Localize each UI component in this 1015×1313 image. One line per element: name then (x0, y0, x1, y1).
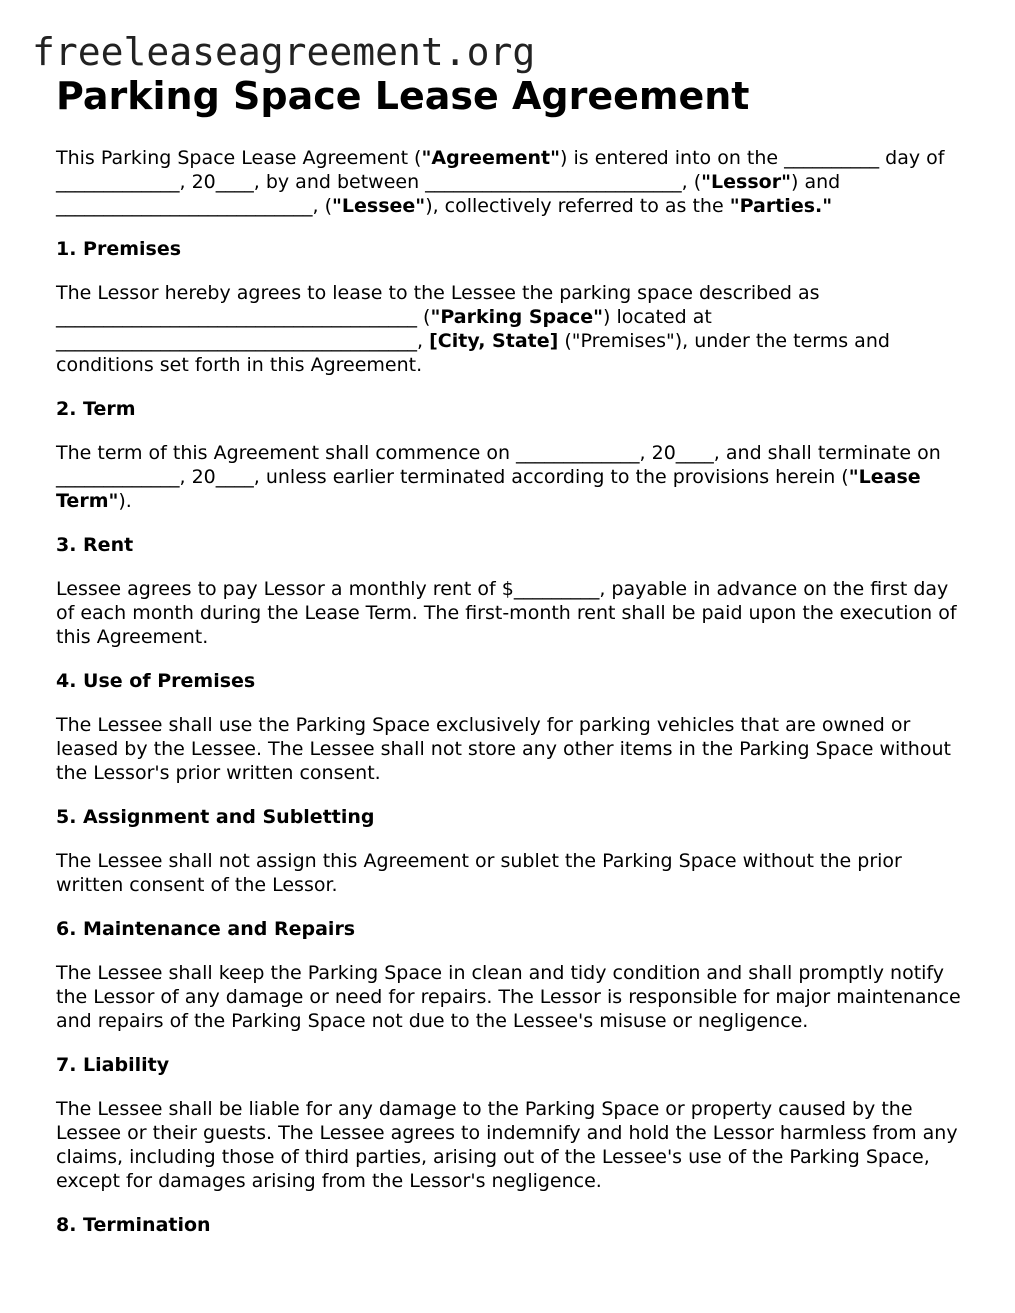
premises-text-1: The Lessor hereby agrees to lease to the Lessee the parking space described as ______________________________________ ( (56, 282, 820, 328)
intro-text-4: ), collectively referred to as the (425, 195, 730, 217)
section-heading: 8. Termination (56, 1214, 211, 1236)
intro-paragraph (56, 146, 971, 218)
section-assignment (56, 805, 971, 897)
section-paragraph: Lessee agrees to pay Lessor a monthly rent of $_________, payable in advance on the first day of each month during the Lease Term. The first-month rent shall be paid upon the execution of this Agreement. (56, 578, 957, 648)
section-heading: 7. Liability (56, 1054, 170, 1076)
section-paragraph: The Lessee shall use the Parking Space exclusively for parking vehicles that are owned or leased by the Lessee. The Lessee shall not store any other items in the Parking Space without the Lessor's prior written consent. (56, 714, 951, 784)
site-watermark: freeleaseagreement.org (32, 30, 536, 74)
term-lease-term: "Lease Term" (56, 466, 921, 512)
intro-term-lessee: "Lessee" (332, 195, 426, 217)
section-paragraph: The Lessee shall be liable for any damage to the Parking Space or property caused by the Lessee or their guests. The Lessee agrees to indemnify and hold the Lessor harmless from any claims, including those of third parties, arising out of the Lessee's use of the Parking Space, except for damages arising from the Lessor's negligence. (56, 1098, 958, 1192)
section-heading: 4. Use of Premises (56, 670, 256, 692)
section-paragraph: The Lessee shall keep the Parking Space in clean and tidy condition and shall promptly notify the Lessor of any damage or need for repairs. The Lessor is responsible for major maintenance and repairs of the Parking Space not due to the Lessee's misuse or negligence. (56, 962, 961, 1032)
section-paragraph (56, 441, 971, 513)
premises-term-parking-space: "Parking Space" (430, 306, 604, 328)
intro-term-agreement: "Agreement" (421, 147, 561, 169)
section-paragraph (56, 281, 971, 377)
intro-term-parties: "Parties." (729, 195, 833, 217)
section-liability (56, 1053, 971, 1193)
section-heading: 6. Maintenance and Repairs (56, 918, 356, 940)
term-text-2: ). (118, 490, 132, 512)
intro-term-lessor: "Lessor" (701, 171, 791, 193)
section-maintenance (56, 917, 971, 1033)
section-term (56, 397, 971, 513)
intro-text-1: This Parking Space Lease Agreement ( (56, 147, 422, 169)
section-heading: 3. Rent (56, 534, 134, 556)
premises-text-2: ) located at ______________________________________, (56, 306, 712, 352)
section-heading: 1. Premises (56, 238, 182, 260)
premises-term-city-state: [City, State] (429, 330, 559, 352)
section-termination (56, 1213, 971, 1237)
section-heading: 2. Term (56, 398, 136, 420)
section-heading: 5. Assignment and Subletting (56, 806, 375, 828)
section-premises (56, 237, 971, 377)
section-rent (56, 533, 971, 649)
section-paragraph: The Lessee shall not assign this Agreement or sublet the Parking Space without the prior written consent of the Lessor. (56, 850, 902, 896)
intro-text-3: ) and ___________________________, ( (56, 171, 841, 217)
premises-text-3: ("Premises"), under the terms and conditions set forth in this Agreement. (56, 330, 890, 376)
section-use-of-premises (56, 669, 971, 785)
intro-text-2: ) is entered into on the __________ day of _____________, 20____, by and between ___________________________, ( (56, 147, 945, 193)
document-title: Parking Space Lease Agreement (56, 74, 750, 118)
term-text-1: The term of this Agreement shall commence on _____________, 20____, and shall terminate on _____________, 20____, unless earlier terminated according to the provisions herein ( (56, 442, 941, 488)
document-body (56, 146, 971, 1257)
